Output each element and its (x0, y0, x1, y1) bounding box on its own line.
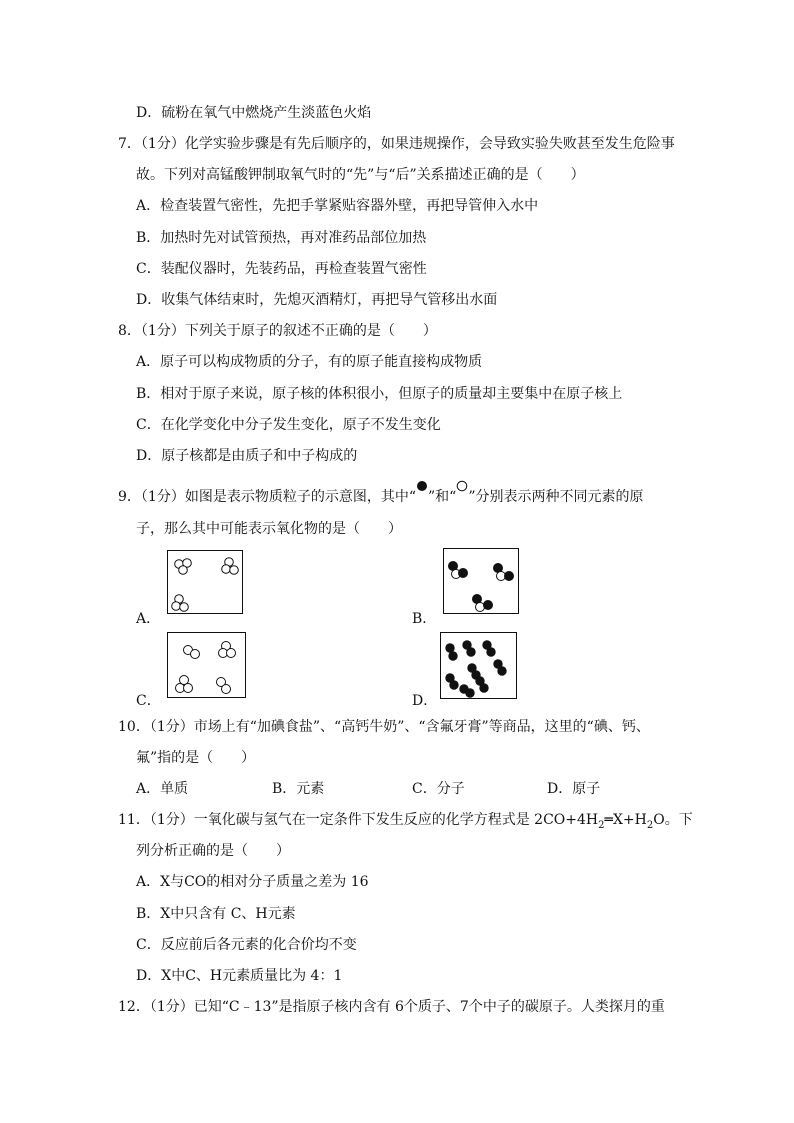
q10-option-d: D．原子 (547, 781, 601, 797)
q10-options-row (0, 780, 794, 798)
q9-stem-part-b: ”和“ (427, 489, 457, 505)
q11-stem-line1 (118, 811, 693, 835)
q8-option-d: D．原子核都是由质子和中子构成的 (136, 448, 358, 464)
q9-diagram-a-molecules (168, 551, 244, 615)
q11-stem-mid: X+H (612, 812, 647, 828)
q11-option-c: C．反应前后各元素的化合价均不变 (136, 937, 357, 953)
hollow-atom-icon (456, 480, 468, 496)
q8-option-c: C．在化学变化中分子发生变化，原子不发生变化 (136, 417, 441, 433)
q9-diagram-c (167, 632, 246, 698)
q9-diagram-b (443, 548, 519, 614)
q7-stem-line2: 故。下列对高锰酸钾制取氧气时的“先”与“后”关系描述正确的是（ ） (136, 167, 585, 183)
q11-option-d: D．X中C、H元素质量比为 4：1 (136, 968, 343, 984)
q9-label-a: A． (136, 611, 161, 627)
q9-stem-part-a: 9．（1分）如图是表示物质粒子的示意图，其中“ (118, 489, 416, 505)
q9-diagram-d-molecules (441, 633, 518, 700)
q9-label-d: D． (412, 693, 438, 709)
q11-option-b: B．X中只含有 C、H元素 (136, 906, 296, 922)
q7-stem-line1: 7．（1分）化学实验步骤是有先后顺序的，如果违规操作，会导致实验失败甚至发生危险事 (118, 136, 675, 152)
q10-option-b: B．元素 (272, 781, 325, 797)
q7-option-c: C．装配仪器时，先装药品，再检查装置气密性 (136, 261, 427, 277)
q11-sub-h2: 2 (598, 819, 605, 831)
q11-sub-h2o: 2 (646, 819, 654, 831)
q11-stem-pre: 11．（1分）一氧化碳与氢气在一定条件下发生反应的化学方程式是 2CO+4H (118, 812, 599, 828)
filled-atom-icon (416, 480, 428, 496)
q10-stem-line1: 10．（1分）市场上有“加碘食盐”、“高钙牛奶”、“含氟牙膏”等商品，这里的“碘、钙、 (118, 719, 650, 735)
q7-option-a: A．检查装置气密性，先把手掌紧贴容器外壁，再把导管伸入水中 (136, 198, 539, 214)
q9-label-b: B． (412, 611, 437, 627)
q11-stem-post: O。下 (653, 812, 693, 828)
q9-diagram-b-molecules (444, 549, 520, 615)
q8-option-a: A．原子可以构成物质的分子，有的原子能直接构成物质 (136, 354, 483, 370)
q8-option-b: B．相对于原子来说，原子核的体积很小，但原子的质量却主要集中在原子核上 (136, 386, 623, 402)
q9-stem-line1 (118, 485, 643, 506)
q9-diagram-d (440, 632, 517, 699)
q9-diagram-c-molecules (168, 633, 247, 699)
q8-stem: 8．（1分）下列关于原子的叙述不正确的是（ ） (118, 323, 437, 339)
q6-option-d: D．硫粉在氧气中燃烧产生淡蓝色火焰 (136, 105, 372, 121)
q10-option-a: A．单质 (136, 781, 189, 797)
q9-stem-part-c: ”分别表示两种不同元素的原 (468, 489, 644, 505)
q11-equation-sign: ═ (604, 812, 613, 828)
q11-stem-line2: 列分析正确的是（ ） (136, 843, 290, 859)
q7-option-d: D．收集气体结束时，先熄灭酒精灯，再把导气管移出水面 (136, 292, 498, 308)
q7-option-b: B．加热时先对试管预热，再对准药品部位加热 (136, 230, 427, 246)
q11-option-a: A．X与CO的相对分子质量之差为 16 (136, 874, 369, 890)
q9-stem-line2: 子，那么其中可能表示氧化物的是（ ） (136, 521, 402, 537)
q9-label-c: C． (136, 693, 161, 709)
q10-stem-line2: 氟”指的是（ ） (136, 750, 256, 766)
q9-diagram-a (167, 550, 243, 614)
q10-option-c: C．分子 (412, 781, 465, 797)
q12-stem-line1: 12．（1分）已知“C﹣13”是指原子核内含有 6个质子、7个中子的碳原子。人类探月的重 (118, 999, 665, 1015)
